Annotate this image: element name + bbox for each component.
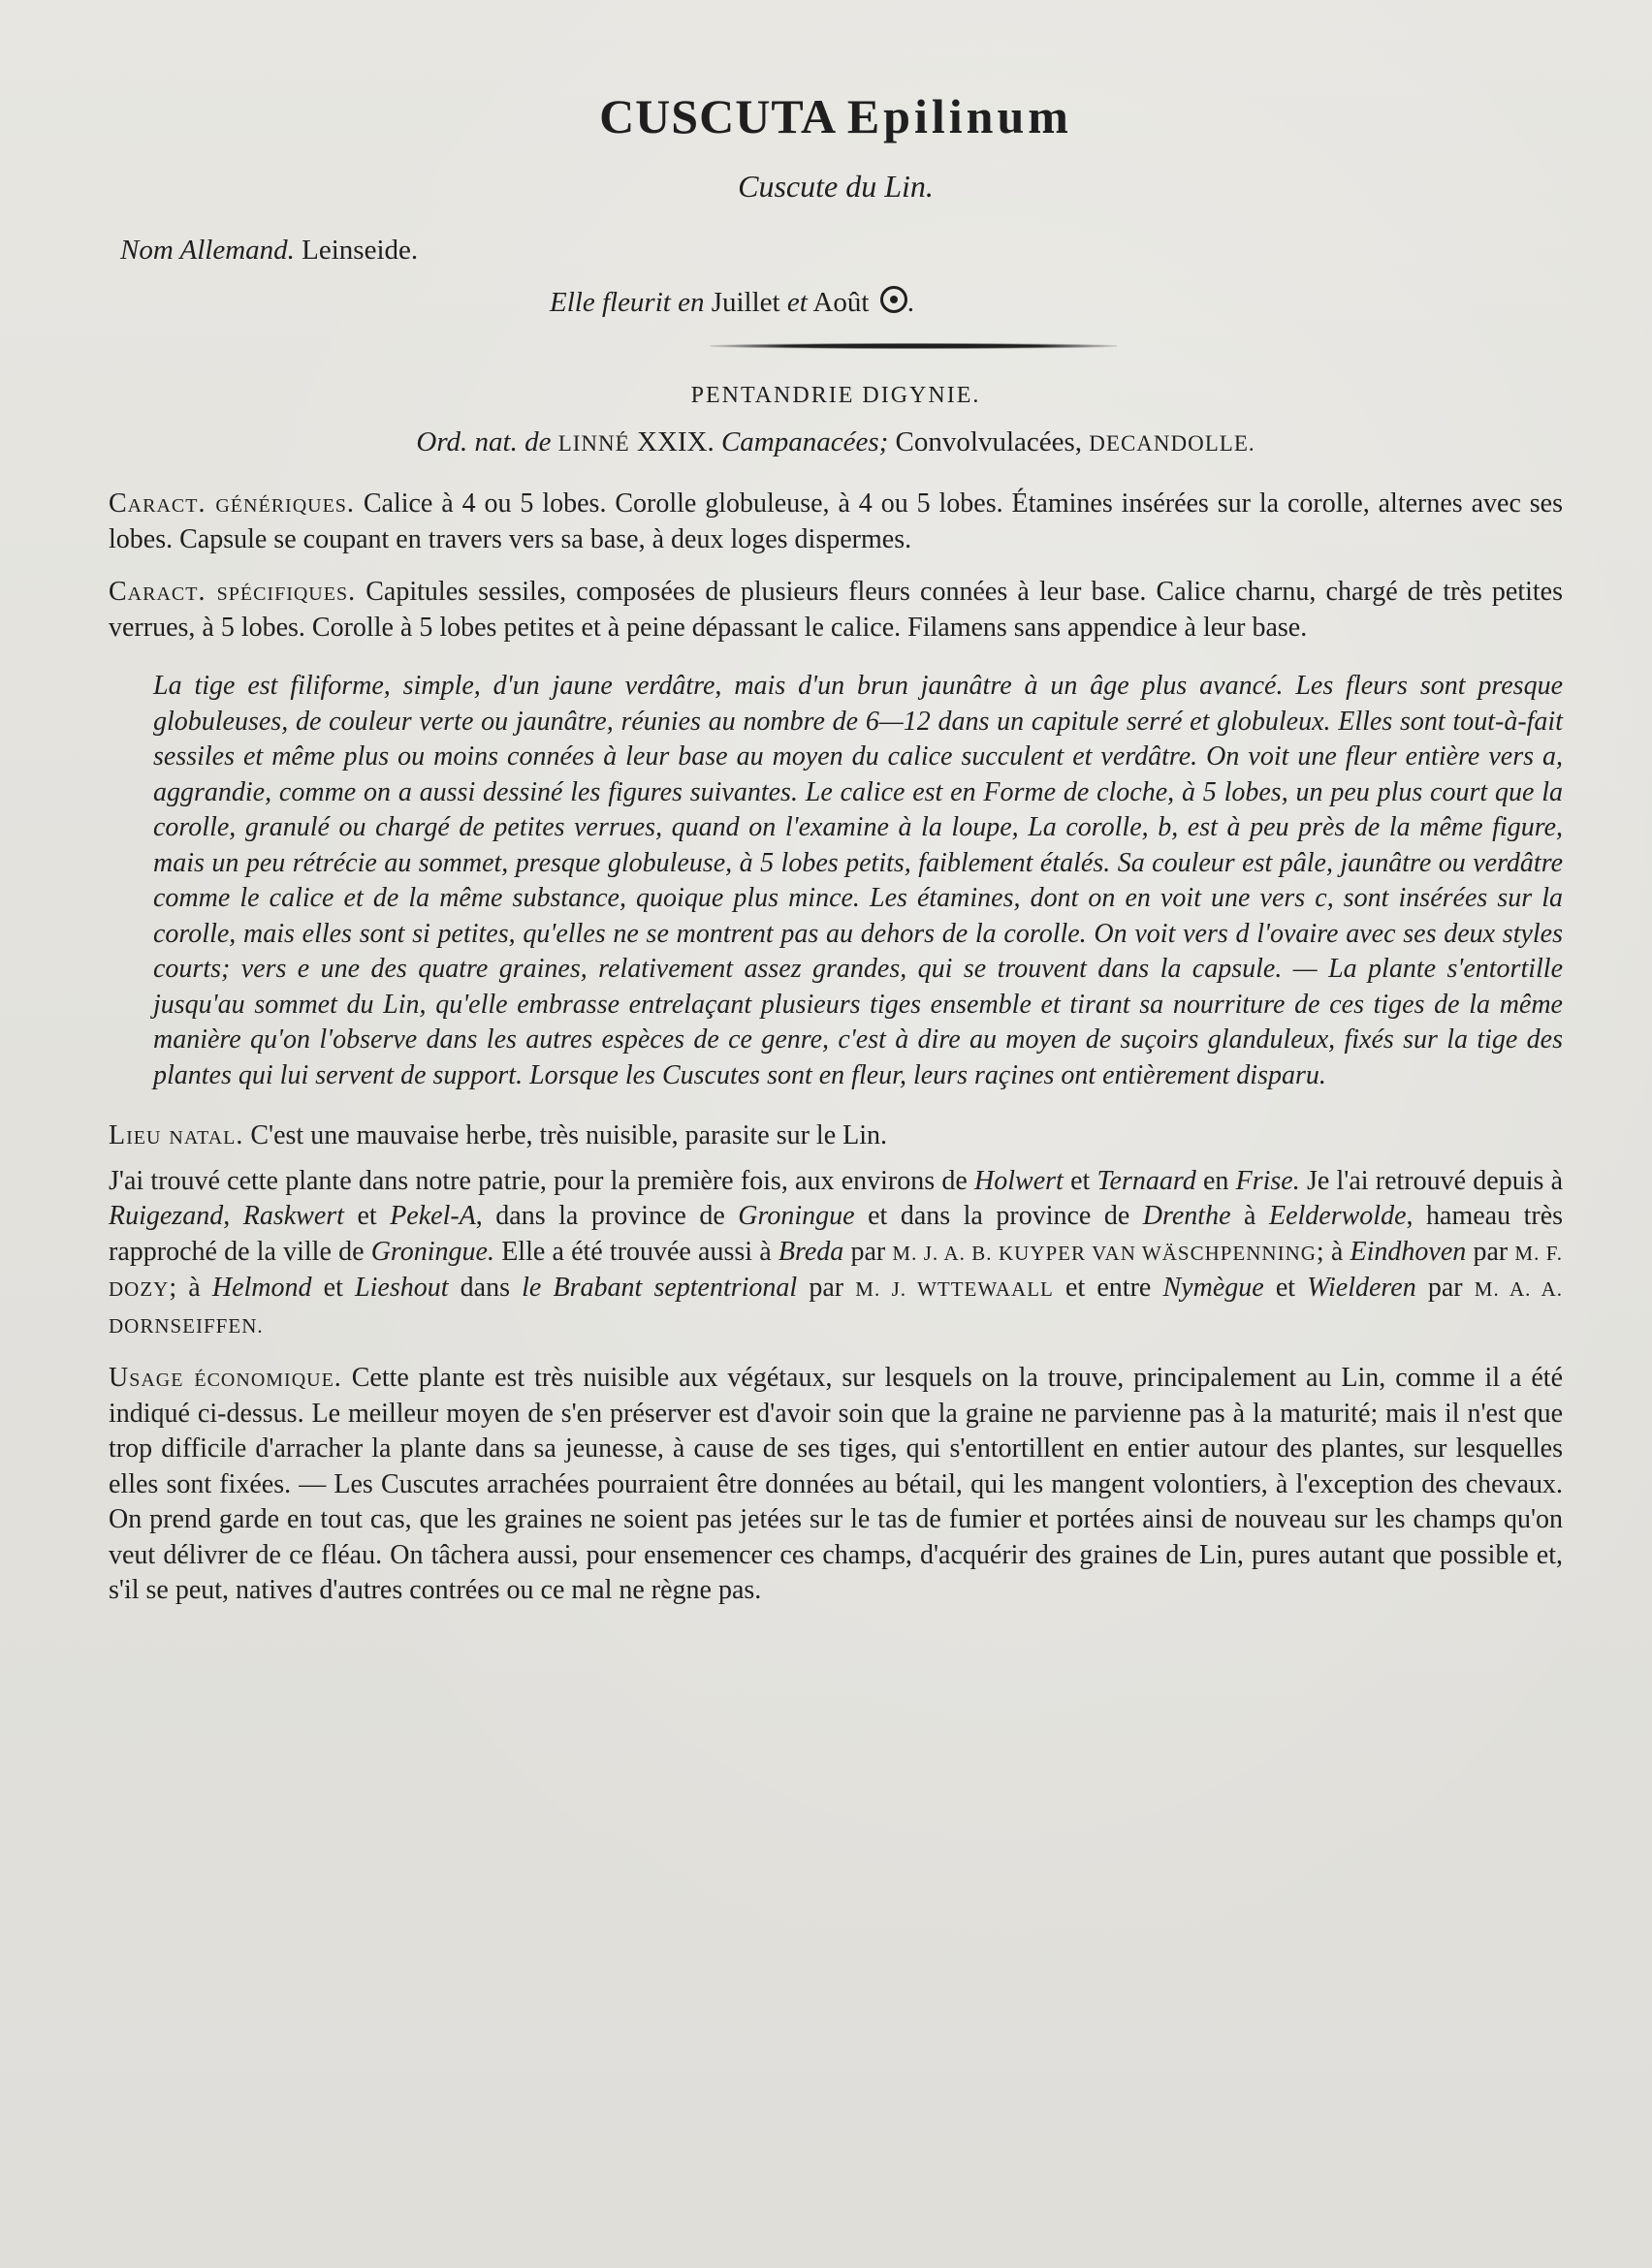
native-place-paragraph xyxy=(109,1118,1563,1154)
title-genus: CUSCUTA xyxy=(599,89,835,143)
localities-text: , xyxy=(223,1201,231,1231)
localities-text: par xyxy=(809,1273,844,1303)
annual-symbol-icon xyxy=(880,286,907,313)
order-family-2: Convolvulacées, xyxy=(895,426,1083,457)
localities-text: et xyxy=(357,1201,377,1231)
localities-text: et dans la province de xyxy=(868,1201,1130,1231)
localities-text: à xyxy=(1244,1201,1256,1231)
localities-text: en xyxy=(1202,1165,1229,1196)
order-prefix: Ord. nat. de xyxy=(416,426,552,457)
classification: PENTANDRIE DIGYNIE. xyxy=(690,383,981,408)
native-place-text: C'est une mauvaise herbe, très nuisible, parasite sur le Lin. xyxy=(250,1120,888,1150)
flowering-text-1: Elle fleurit xyxy=(550,287,671,318)
place-name: Ruigezand xyxy=(109,1201,224,1231)
localities-text: par xyxy=(1427,1273,1463,1303)
collector-name: M. J. WTTEWAALL xyxy=(855,1277,1054,1301)
specific-characters-paragraph xyxy=(109,575,1563,646)
economic-use-paragraph xyxy=(109,1361,1563,1609)
economic-use-text: Cette plante est très nuisible aux végétaux, sur lesquels on la trouve, principalement au Lin, comme il a été indiqué ci-dessus. Le meilleur moyen de s'en préserver est d'avoir soin que la graine ne parvienne pas à la maturité; mais il n'est que trop difficile d'arracher la plante dans sa jeunesse, à cause de ses tiges, qui s'entortillent en entier autour des plantes, sur lesquelles elles sont fixées. — Les Cuscutes arrachées pourraient être données au bétail, qui les mangent volontiers, à l'exception des chevaux. On prend garde en tout cas, que les graines ne soient pas jetées sur le tas de fumier et portées ainsi de nouveau sur les champs qu'on veut délivrer de ce fléau. On tâchera aussi, pour ensemencer ces champs, d'acquérir des graines de Lin, pures autant que possible et, s'il se peut, natives d'autres contrées ou ce mal ne règne pas. xyxy=(109,1363,1564,1605)
german-name-line xyxy=(120,231,1563,269)
author-decandolle: DECANDOLLE. xyxy=(1089,431,1255,456)
place-name: Holwert xyxy=(974,1165,1064,1196)
localities-text: par xyxy=(1473,1236,1509,1267)
place-name: Raskwert xyxy=(242,1201,344,1231)
localities-text: et xyxy=(323,1273,343,1303)
collector-name: M. A. A. DORNSEIFFEN. xyxy=(109,1277,1564,1338)
place-name: Lieshout xyxy=(355,1273,449,1303)
flowering-line: Elle fleurit en Juillet et Août . xyxy=(550,287,914,318)
localities-text: et entre xyxy=(1065,1273,1152,1303)
flowering-month-2: Août xyxy=(812,287,870,318)
localities-text: , hameau très rapproché de la ville de xyxy=(109,1201,1564,1267)
author-linne: LINNÉ xyxy=(557,431,630,456)
specific-characters-text: Capitules sessiles, composées de plusieurs fleurs connées à leur base. Calice charnu, chargé de très petites verrues, à 5 lobes. Corolle à 5 lobes petites et à peine dépassant le calice. Filamens sans appendice à leur base. xyxy=(109,577,1564,643)
place-name: Helmond xyxy=(211,1273,312,1303)
title-species: Epilinum xyxy=(846,89,1072,143)
collector-name: M. F. DOZY xyxy=(109,1241,1564,1301)
place-name: le Brabant septentrional xyxy=(522,1273,798,1303)
localities-text: Elle a été trouvée aussi à xyxy=(501,1236,772,1267)
place-name: Groningue. xyxy=(370,1236,494,1267)
german-name-label: Nom Allemand. xyxy=(120,235,295,266)
localities-text: J'ai trouvé cette plante dans notre patrie, pour la première fois, aux environs de xyxy=(109,1165,968,1196)
flowering-text-2: en xyxy=(678,287,705,318)
economic-use-label: Usage économique. xyxy=(109,1363,342,1393)
german-name-value: Leinseide. xyxy=(302,235,419,266)
place-name: Eelderwolde xyxy=(1268,1201,1407,1231)
generic-characters-text: Calice à 4 ou 5 lobes. Corolle globuleuse, à 4 ou 5 lobes. Étamines insérées sur la corolle, alternes avec ses lobes. Capsule se coupant en travers vers sa base, à deux loges dispermes. xyxy=(109,488,1564,554)
specific-characters-label: Caract. spécifiques. xyxy=(109,577,357,607)
localities-text: et xyxy=(1070,1165,1091,1196)
place-name: Frise. xyxy=(1235,1165,1300,1196)
order-numeral: XXIX. xyxy=(636,426,715,457)
localities-text: et xyxy=(1275,1273,1296,1303)
localities-text: , dans la province de xyxy=(475,1201,725,1231)
place-name: Ternaard xyxy=(1096,1165,1196,1196)
place-name: Pekel-A xyxy=(390,1201,476,1231)
localities-text: ; à xyxy=(1316,1236,1344,1267)
place-name: Wielderen xyxy=(1307,1273,1416,1303)
flowering-text-3: et xyxy=(786,287,808,318)
collector-name: M. J. A. B. KUYPER VAN WÄSCHPENNING xyxy=(892,1241,1317,1265)
order-family: Campanacées; xyxy=(720,426,889,457)
localities-text: dans xyxy=(460,1273,510,1303)
natural-order-line xyxy=(109,423,1563,463)
place-name: Drenthe xyxy=(1142,1201,1231,1231)
page-title xyxy=(109,87,1563,145)
divider-rule xyxy=(710,343,1117,349)
description-paragraph: La tige est filiforme, simple, d'un jaune verdâtre, mais d'un brun jaunâtre à un âge plus avancé. Les fleurs sont presque globuleuses, de couleur verte ou jaunâtre, réunies au nombre de 6—12 dans un capitule serré et globuleux. Elles sont tout-à-fait sessiles et même plus ou moins connées à leur base au moyen du calice succulent et verdâtre. On voit une fleur entière vers a, aggrandie, comme on a aussi dessiné les figures suivantes. Le calice est en Forme de cloche, à 5 lobes, un peu plus court que la corolle, granulé ou chargé de petites verrues, quand on l'examine à la loupe, La corolle, b, est à peu près de la même figure, mais un peu rétrécie au sommet, presque globuleuse, à 5 lobes petits, faiblement étalés. Sa couleur est pâle, jaunâtre ou verdâtre comme le calice et de la même substance, quoique plus mince. Les étamines, dont on en voit une vers c, sont insérées sur la corolle, mais elles sont si petites, qu'elles ne se montrent pas au dehors de la corolle. On voit vers d l'ovaire avec ses deux styles courts; vers e une des quatre graines, relativement assez grandes, qui se trouvent dans la capsule. — La plante s'entortille jusqu'au sommet du Lin, qu'elle embrasse entrelaçant plusieurs tiges ensemble et tirant sa nourriture de ces tiges de la même manière qu'on l'observe dans les autres espèces de ce genre, c'est à dire au moyen de suçoirs glanduleux, fixés sur la tige des plantes qui lui servent de support. Lorsque les Cuscutes sont en fleur, leurs raçines ont entièrement disparu. xyxy=(153,671,1563,1090)
flowering-month-1: Juillet xyxy=(711,287,780,318)
native-place-label: Lieu natal. xyxy=(109,1120,244,1150)
place-name: Groningue xyxy=(738,1201,855,1231)
localities-text: par xyxy=(850,1236,886,1267)
generic-characters-label: Caract. génériques. xyxy=(109,488,355,519)
place-name: Eindhoven xyxy=(1350,1236,1467,1267)
localities-paragraph xyxy=(109,1164,1563,1344)
localities-text: ; à xyxy=(169,1273,201,1303)
place-name: Breda xyxy=(778,1236,844,1267)
common-name: Cuscute du Lin. xyxy=(738,169,934,204)
place-name: Nymègue xyxy=(1162,1273,1264,1303)
localities-text: Je l'ai retrouvé depuis à xyxy=(1306,1165,1564,1196)
generic-characters-paragraph xyxy=(109,487,1563,557)
text-block xyxy=(109,78,1563,1609)
